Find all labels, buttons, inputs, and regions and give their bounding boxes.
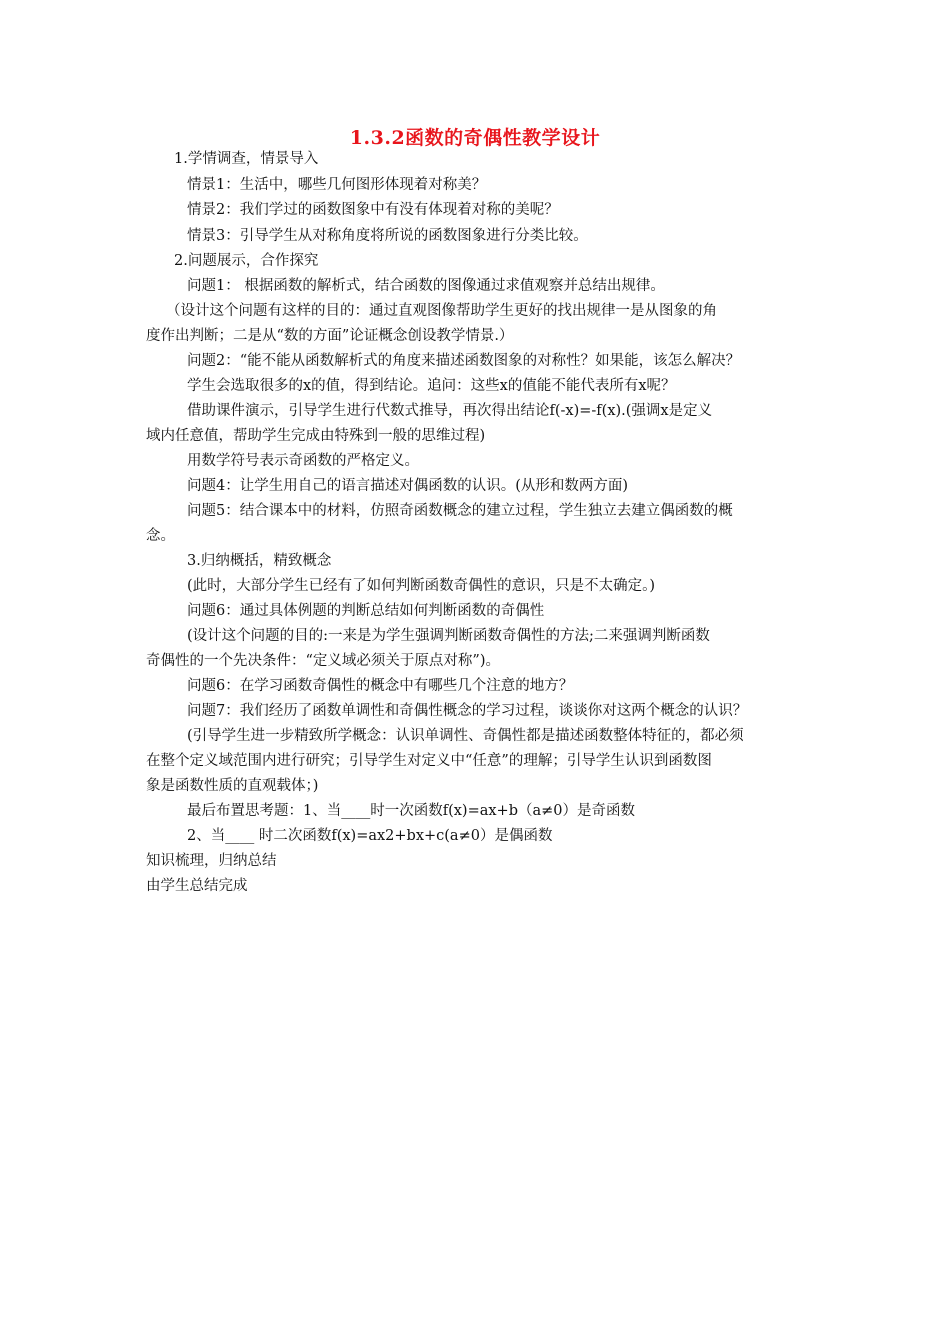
paragraph-line: 问题7：我们经历了函数单调性和奇偶性概念的学习过程，谈谈你对这两个概念的认识？ (187, 703, 748, 719)
paragraph-line: 念。 (146, 528, 175, 544)
paragraph-line: (设计这个问题的目的:一来是为学生强调判断函数奇偶性的方法;二来强调判断函数 (187, 628, 710, 644)
paragraph-line: 度作出判断；二是从“数的方面”论证概念创设教学情景.） (146, 328, 514, 344)
paragraph-line: 问题6：通过具体例题的判断总结如何判断函数的奇偶性 (187, 603, 545, 619)
paragraph-line: 学生会选取很多的x的值，得到结论。追问：这些x的值能不能代表所有x呢？ (187, 378, 676, 394)
paragraph-line: 问题4：让学生用自己的语言描述对偶函数的认识。(从形和数两方面) (187, 478, 629, 494)
paragraph-line: 情景1：生活中，哪些几何图形体现着对称美？ (187, 177, 487, 193)
paragraph-line: 情景3：引导学生从对称角度将所说的函数图象进行分类比较。 (187, 228, 588, 244)
paragraph-line: (此时，大部分学生已经有了如何判断函数奇偶性的意识，只是不太确定。) (187, 578, 656, 594)
paragraph-line: (引导学生进一步精致所学概念：认识单调性、奇偶性都是描述函数整体特征的，都必须 (187, 728, 744, 744)
section-heading: 知识梳理，归纳总结 (146, 853, 277, 869)
paragraph-line: 象是函数性质的直观载体；) (146, 778, 319, 794)
paragraph-line: （设计这个问题有这样的目的：通过直观图像帮助学生更好的找出规律一是从图象的角 (166, 303, 717, 319)
section-heading: 1.学情调查，情景导入 (174, 151, 319, 167)
paragraph-line: 2、当____ 时二次函数f(x)=ax2+bx+c(a≠0）是偶函数 (187, 828, 553, 844)
paragraph-line: 情景2：我们学过的函数图象中有没有体现着对称的美呢？ (187, 202, 559, 218)
paragraph-line: 最后布置思考题：1、当____时一次函数f(x)=ax+b（a≠0）是奇函数 (187, 803, 636, 819)
paragraph-line: 问题5：结合课本中的材料，仿照奇函数概念的建立过程，学生独立去建立偶函数的概 (187, 503, 733, 519)
paragraph-line: 在整个定义域范围内进行研究；引导学生对定义中“任意”的理解；引导学生认识到函数图 (146, 753, 712, 769)
section-heading: 3.归纳概括，精致概念 (187, 553, 332, 569)
paragraph-line: 问题1： 根据函数的解析式，结合函数的图像通过求值观察并总结出规律。 (187, 278, 665, 294)
paragraph-line: 问题6：在学习函数奇偶性的概念中有哪些几个注意的地方？ (187, 678, 574, 694)
page-title: 1.3.2函数的奇偶性教学设计 (349, 127, 601, 149)
paragraph-line: 用数学符号表示奇函数的严格定义。 (187, 453, 419, 469)
paragraph-line: 域内任意值，帮助学生完成由特殊到一般的思维过程) (146, 428, 486, 444)
section-heading: 2.问题展示，合作探究 (174, 253, 319, 269)
paragraph-line: 奇偶性的一个先决条件：“定义域必须关于原点对称”)。 (146, 653, 500, 669)
paragraph-line: 由学生总结完成 (146, 878, 248, 894)
paragraph-line: 借助课件演示，引导学生进行代数式推导，再次得出结论f(-x)=-f(x).(强调x是定义 (187, 403, 713, 419)
paragraph-line: 问题2：“能不能从函数解析式的角度来描述函数图象的对称性？如果能，该怎么解决？ (187, 353, 741, 369)
